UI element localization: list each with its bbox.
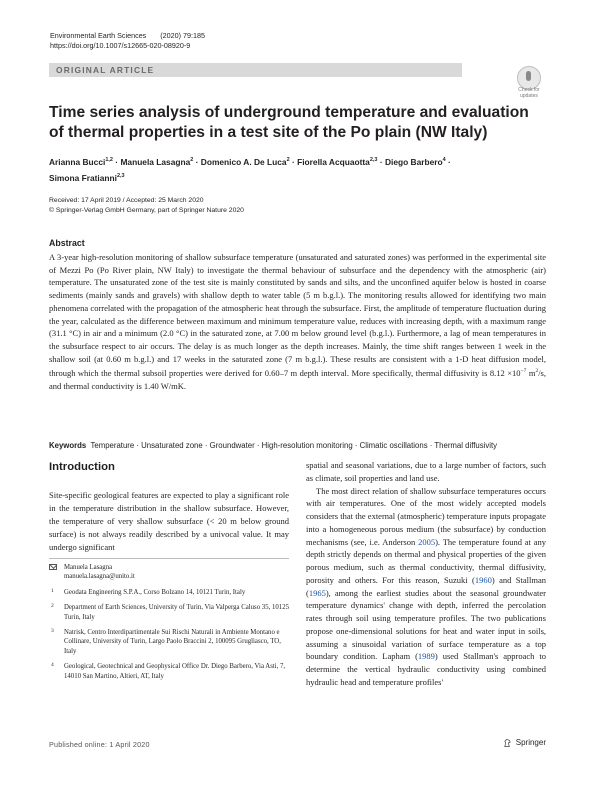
introduction-left-column <box>49 489 289 554</box>
paragraph: spatial and seasonal variations, due to a large number of factors, such as climate, soil properties and land use. <box>306 460 546 483</box>
abstract-text: A 3-year high-resolution monitoring of shallow subsurface temperature (unsaturated and saturated zones) was performed in the experimental site of Mezzi Po (Po River plain, NW Italy) to investigate the thermal behaviour of subsurface and the dependency with the atmospheric (air) temperature. The unsaturated zone of the test site is mainly constituted by sands and silts, and the unconfined aquifer below is hosted in coarse sediments (mainly sands and gravels) with shallow depth to water table (5 m b.g.l.). The monitoring results allowed for identifying two main phenomena correlated with the propagation of the atmospheric heat through the subsurface. First, the amplitude of temperature fluctuation during the year, calculated as the difference between maximum and minimum temperature value, reduces with increasing depth, with a maximum range (31.1 °C) in air and a minimum (2.0 °C) in the saturated zone, at 7.00 m below ground level (b.g.l.). Furthermore, a lag of mean temperatures in the subsurface respect to air occurs. The delay is as much longer as the depth increases. Mainly, the time shift ranges between 1 week in the shallow soil (at 0.60 m b.g.l.) and 17 weeks in the saturated zone (7 m b.g.l.). These results are consistent with a 1-D heat diffusion model, through which the thermal subsoil properties were derived for 0.60–7 m depth interval. More specifically, thermal diffusivity is $8.12 \times 10^{-7}$ $m^2/s$, and thermal conductivity is 1.40 W/mK. <box>49 252 546 391</box>
keywords <box>49 440 539 452</box>
author[interactable]: Domenico A. De Luca$^2$ <box>200 157 290 167</box>
corresponding-author: Manuela Lasagna manuela.lasagna@unito.it <box>49 563 289 582</box>
journal-citation: (2020) 79:185 <box>160 31 206 40</box>
article-type-label: ORIGINAL ARTICLE <box>56 65 155 75</box>
received-accepted: Received: 17 April 2019 / Accepted: 25 March 2020 <box>49 197 204 204</box>
author[interactable]: Arianna Bucci$^{1,2}$ <box>49 157 113 167</box>
page-footer <box>49 738 546 752</box>
journal-header <box>50 31 205 50</box>
springer-horse-icon <box>503 738 512 748</box>
citation-link[interactable]: 1960 <box>474 574 492 585</box>
citation-link[interactable]: 2005 <box>418 536 436 547</box>
citation-link[interactable]: 1965 <box>308 587 326 598</box>
paragraph: Site-specific geological features are expected to play a significant role in the temperature distribution in the shallow subsurface. However, the temperature of very shallow subsurface (< 20 m below ground surface) is not always readily described by a univocal value. It may undergo significant <box>49 490 289 552</box>
envelope-icon <box>49 564 57 570</box>
published-online: Published online: 1 April 2020 <box>49 740 150 749</box>
article-dates <box>49 196 244 216</box>
introduction-heading: Introduction <box>49 461 115 473</box>
email-link[interactable]: manuela.lasagna@unito.it <box>64 573 135 581</box>
paragraph: The most direct relation of shallow subsurface temperatures occurs with air temperatures. One of the most widely accepted models considers that the external (atmospheric) temperature inputs propagate into a homogeneous porous medium (the subsurface) by conduction mechanisms (see, i.e. Anderson 2005). The temperature found at any depth strictly depends on thermal and physical properties of the given porous medium, such as thermal conductivity, thermal diffusivity, porosity and others. For this reason, Suzuki (1960) and Stallman (1965), among the earliest studies about the seasonal groundwater temperature dynamics' change with depth, inferred the percolation rates through soil using temperature profiles. The two publications propose one-dimensional solutions for heat and water input in soils, assuming a sinusoidal variation of surface temperature as a top boundary condition. Lapham (1989) used Stallman's approach to determine the vertical hydraulic conductivity using combined hydraulic head and temperature profiles' <box>306 485 547 687</box>
affiliation-2: 2 Department of Earth Sciences, University of Turin, Via Valperga Caluso 35, 10125 Turin, Italy <box>51 603 289 621</box>
author[interactable]: Diego Barbero$^4$ <box>384 157 446 167</box>
author[interactable]: Simona Fratianni$^{2,3}$ <box>49 172 125 183</box>
affiliation-3: 3 Natrisk, Centro Interdipartimentale Sui Rischi Naturali in Ambiente Montano e Collinare, University of Turin, Largo Paolo Braccini 2, 100095 Grugliasco, TO, Italy <box>51 628 281 655</box>
publisher-logo: Springer <box>516 738 546 747</box>
keywords-label: Keywords <box>49 441 87 450</box>
affiliation-4: 4 Geological, Geotechnical and Geophysical Office Dr. Diego Barbero, Via Asti, 7, 14010 San Martino, Altieri, AT, Italy <box>51 662 286 680</box>
citation-link[interactable]: 1989 <box>417 651 435 662</box>
affiliations <box>49 563 289 687</box>
abstract-heading: Abstract <box>49 238 85 248</box>
author[interactable]: Fiorella Acquaotta$^{2,3}$ <box>297 157 378 167</box>
check-for-updates-badge[interactable] <box>512 66 546 100</box>
doi-link[interactable]: https://doi.org/10.1007/s12665-020-08920-9 <box>50 40 191 50</box>
footnote-divider <box>49 558 289 559</box>
article-type-banner <box>49 63 462 77</box>
author[interactable]: Manuela Lasagna$^2$ <box>120 157 194 167</box>
author-list: Arianna Bucci$^{1,2}$ · Manuela Lasagna$^2$ · Domenico A. De Luca$^2$ · Fiorella Acquaotta$^{2,3}$ · Diego Barbero$^4$ · Simona Fratianni$^{2,3}$ <box>49 157 451 183</box>
copyright-line: © Springer-Verlag GmbH Germany, part of Springer Nature 2020 <box>49 207 244 214</box>
article-title: Time series analysis of underground temperature and evaluation of thermal properties in a test site of the Po plain (NW Italy) <box>49 104 529 141</box>
check-updates-line2: updates <box>520 92 538 99</box>
keywords-list: Temperature · Unsaturated zone · Groundwater · High-resolution monitoring · Climatic oscillations · Thermal diffusivity <box>90 441 498 450</box>
check-updates-line1: Check for <box>518 87 540 93</box>
affiliation-1: 1 Geodata Engineering S.P.A., Corso Bolzano 14, 10121 Turin, Italy <box>51 587 246 596</box>
introduction-right-column <box>306 459 546 689</box>
journal-name: Environmental Earth Sciences <box>50 31 147 40</box>
